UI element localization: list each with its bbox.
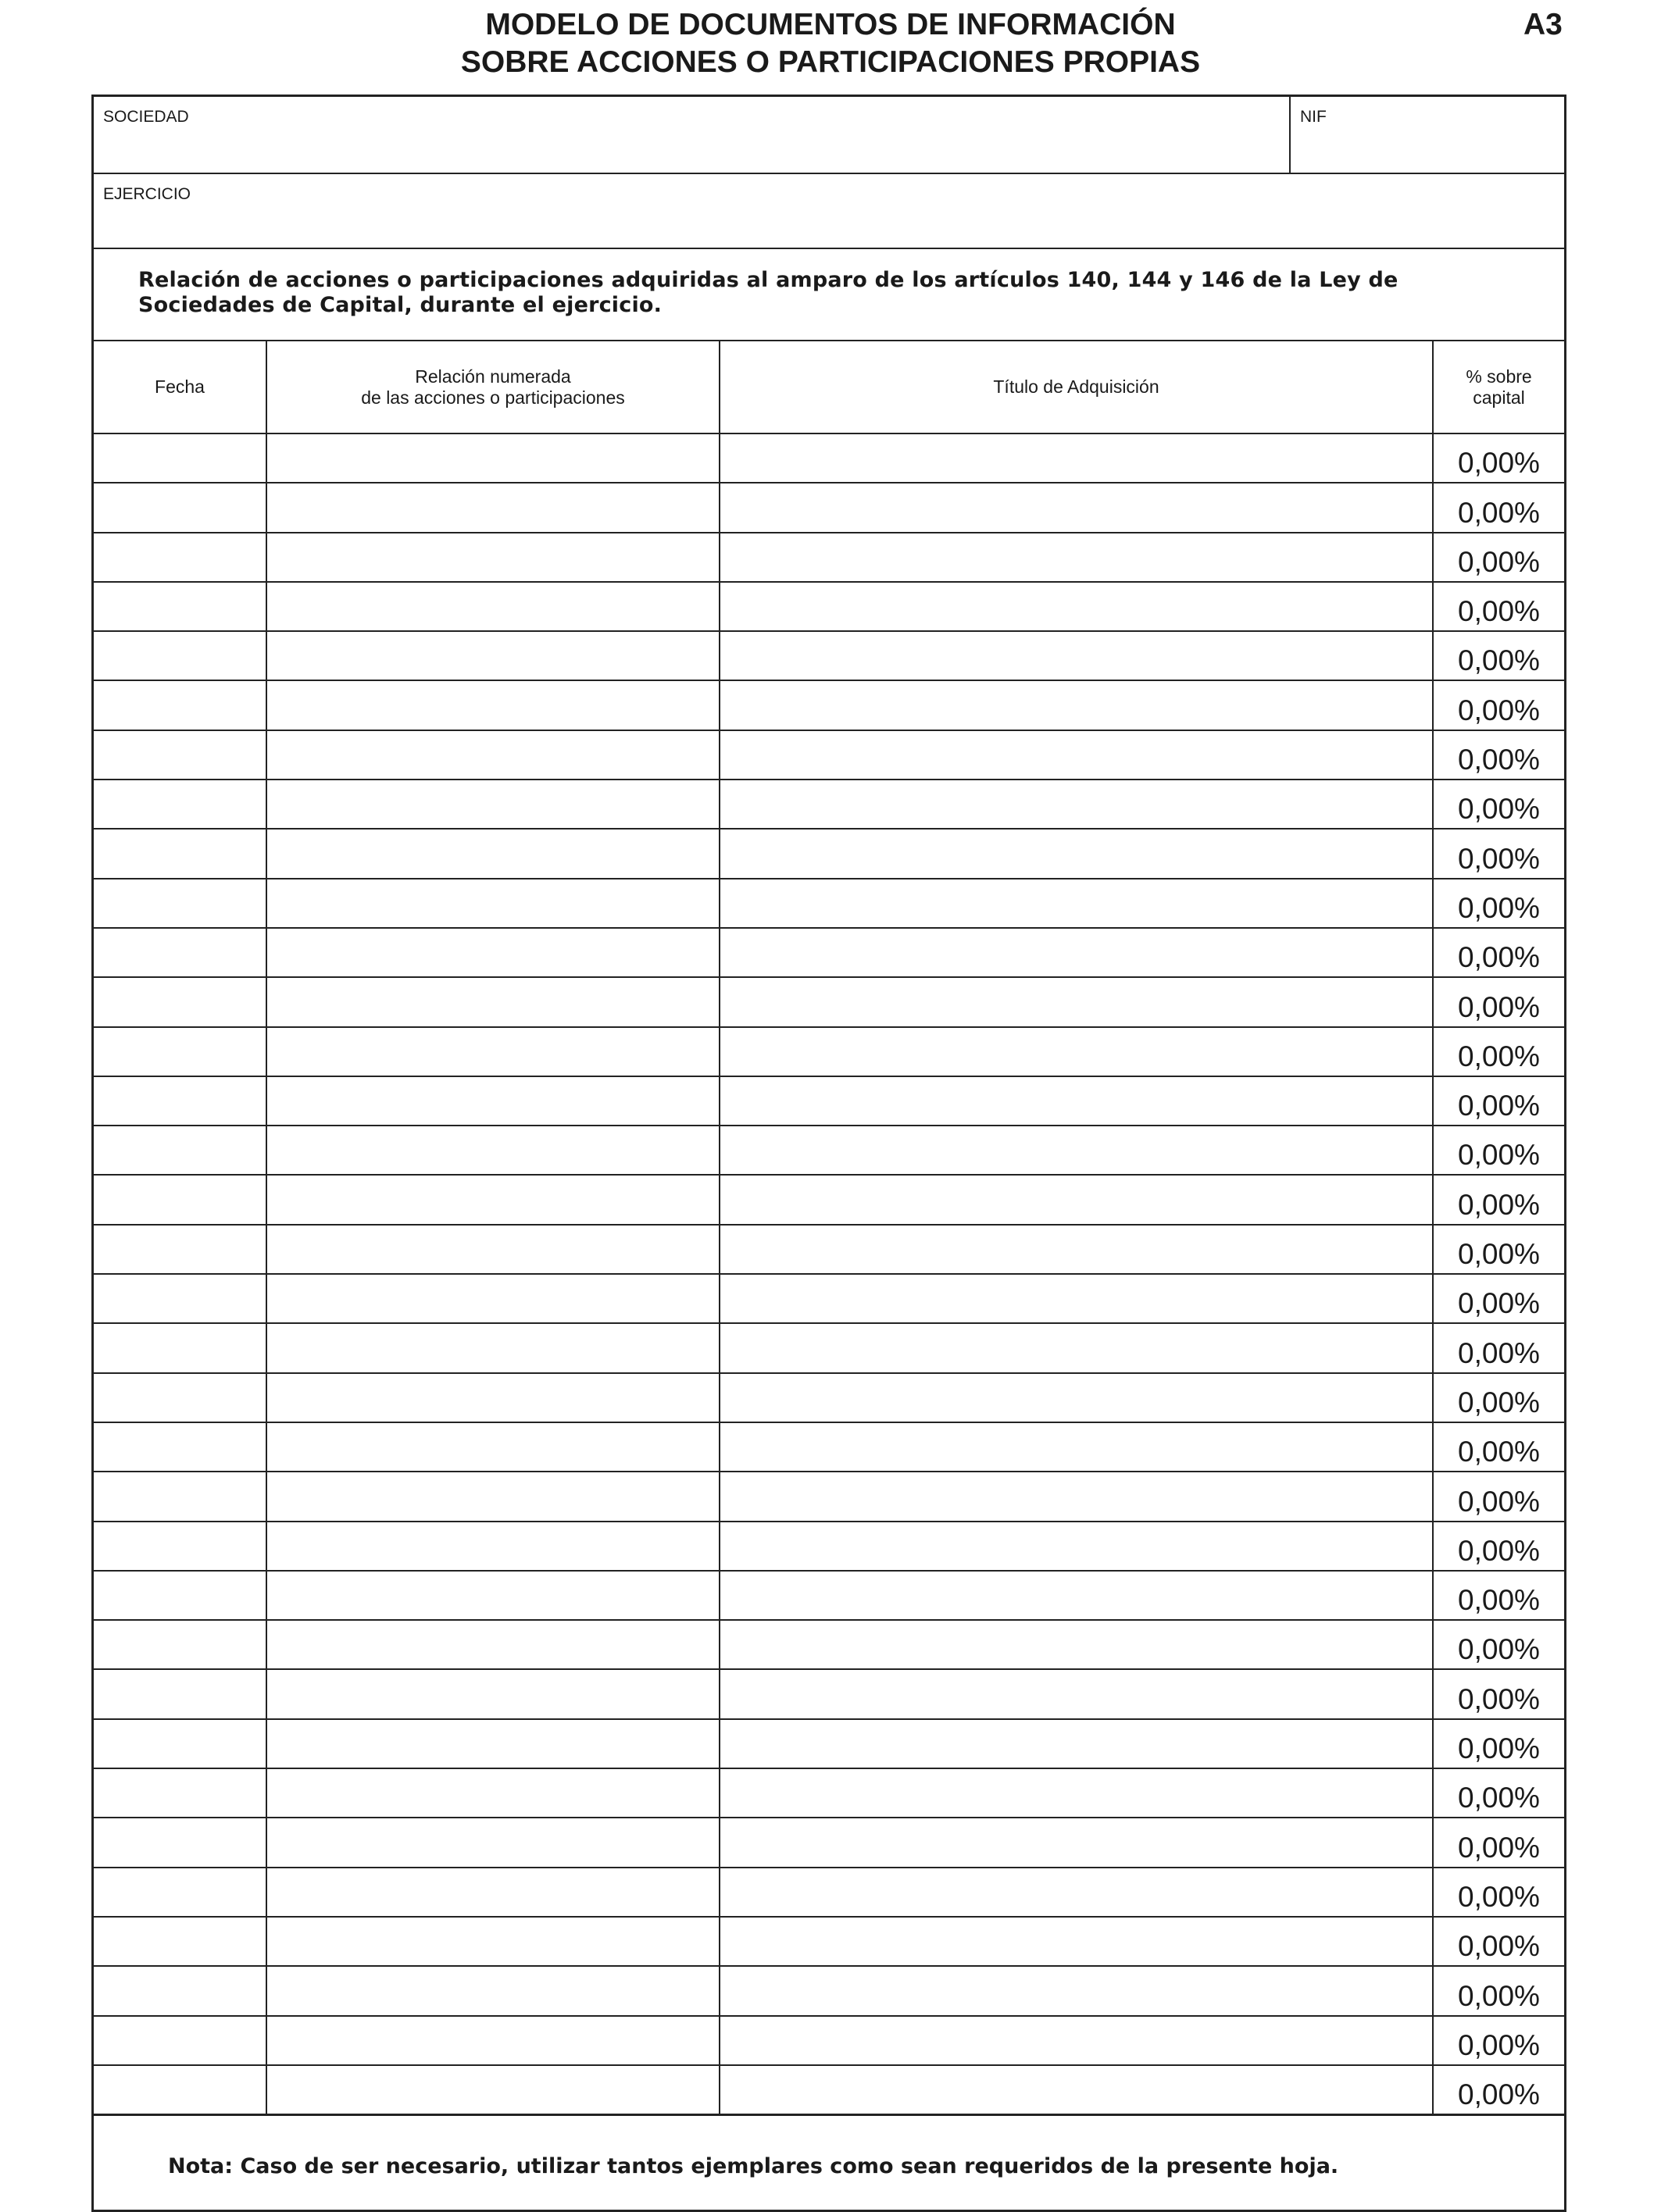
titulo-cell[interactable] [720,1225,1433,1274]
pct-cell[interactable]: 0,00% [1433,1027,1564,1076]
titulo-cell[interactable] [720,977,1433,1026]
relacion-cell[interactable] [266,680,720,730]
table-row [94,780,1564,829]
relacion-cell[interactable] [266,1076,720,1126]
table-row [94,879,1564,928]
table-row [94,1472,1564,1521]
pct-cell[interactable]: 0,00% [1433,1472,1564,1521]
fecha-cell[interactable] [94,433,266,483]
fecha-cell[interactable] [94,879,266,928]
titulo-cell[interactable] [720,730,1433,780]
table-row [94,1719,1564,1768]
titulo-cell[interactable] [720,680,1433,730]
pct-cell[interactable]: 0,00% [1433,1422,1564,1472]
pct-cell[interactable]: 0,00% [1433,1373,1564,1422]
table-row [94,977,1564,1026]
table-row [94,730,1564,780]
titulo-cell[interactable] [720,1076,1433,1126]
pct-cell[interactable]: 0,00% [1433,1669,1564,1718]
table-row [94,1966,1564,2015]
titulo-cell[interactable] [720,1472,1433,1521]
relacion-cell[interactable] [266,1522,720,1571]
table-row [94,1076,1564,1126]
table-row [94,1868,1564,1917]
column-header-titulo: Título de Adquisición [720,341,1433,433]
table-body [94,433,1564,2115]
table-row [94,2016,1564,2065]
sociedad-field[interactable] [94,97,1291,173]
titulo-cell[interactable] [720,631,1433,680]
pct-cell[interactable]: 0,00% [1433,2065,1564,2115]
fecha-cell[interactable] [94,1719,266,1768]
pct-cell[interactable]: 0,00% [1433,1719,1564,1768]
titulo-cell[interactable] [720,2016,1433,2065]
relacion-cell[interactable] [266,1966,720,2015]
fecha-cell[interactable] [94,2065,266,2115]
relacion-cell[interactable] [266,631,720,680]
fecha-cell[interactable] [94,1868,266,1917]
table-row [94,1669,1564,1718]
titulo-cell[interactable] [720,1175,1433,1224]
table-row [94,1522,1564,1571]
titulo-cell[interactable] [720,1571,1433,1620]
table-row [94,1571,1564,1620]
table-row [94,1225,1564,1274]
nif-label: NIF [1300,108,1327,126]
table-row [94,928,1564,977]
titulo-cell[interactable] [720,1422,1433,1472]
company-row [94,97,1564,174]
column-header-pct: % sobre capital [1433,341,1564,433]
fecha-cell[interactable] [94,1373,266,1422]
fecha-cell[interactable] [94,533,266,582]
titulo-cell[interactable] [720,533,1433,582]
pct-cell[interactable]: 0,00% [1433,1522,1564,1571]
titulo-cell[interactable] [720,1126,1433,1175]
pct-cell[interactable]: 0,00% [1433,680,1564,730]
footer-note: Nota: Caso de ser necesario, utilizar tantos ejemplares como sean requeridos de la presente hoja. [168,2154,1339,2179]
table-row [94,1175,1564,1224]
pct-cell[interactable]: 0,00% [1433,1917,1564,1966]
fecha-cell[interactable] [94,1027,266,1076]
fecha-cell[interactable] [94,1323,266,1372]
fecha-cell[interactable] [94,631,266,680]
relacion-cell[interactable] [266,1225,720,1274]
fecha-cell[interactable] [94,483,266,532]
table-row [94,1373,1564,1422]
form-code: A3 [1523,8,1563,41]
relacion-cell[interactable] [266,780,720,829]
relacion-cell[interactable] [266,1571,720,1620]
relacion-cell[interactable] [266,1373,720,1422]
titulo-cell[interactable] [720,1522,1433,1571]
titulo-cell[interactable] [720,780,1433,829]
fecha-cell[interactable] [94,928,266,977]
ejercicio-label: EJERCICIO [103,185,191,203]
fecha-cell[interactable] [94,829,266,878]
pct-cell[interactable]: 0,00% [1433,1571,1564,1620]
pct-cell[interactable]: 0,00% [1433,879,1564,928]
titulo-cell[interactable] [720,928,1433,977]
fecha-cell[interactable] [94,1571,266,1620]
table-row [94,433,1564,483]
titulo-cell[interactable] [720,582,1433,631]
column-header-fecha: Fecha [94,341,266,433]
relacion-cell[interactable] [266,483,720,532]
pct-cell[interactable]: 0,00% [1433,1323,1564,1372]
fecha-cell[interactable] [94,780,266,829]
titulo-cell[interactable] [720,1669,1433,1718]
relacion-cell[interactable] [266,1175,720,1224]
table-row [94,1917,1564,1966]
fecha-cell[interactable] [94,1472,266,1521]
pct-cell[interactable]: 0,00% [1433,1274,1564,1323]
titulo-cell[interactable] [720,433,1433,483]
titulo-cell[interactable] [720,2065,1433,2115]
relacion-cell[interactable] [266,1027,720,1076]
sociedad-label: SOCIEDAD [103,108,189,126]
relacion-cell[interactable] [266,977,720,1026]
fecha-cell[interactable] [94,1225,266,1274]
relacion-cell[interactable] [266,1768,720,1818]
relacion-cell[interactable] [266,533,720,582]
titulo-cell[interactable] [720,1818,1433,1867]
pct-cell[interactable]: 0,00% [1433,1818,1564,1867]
fecha-cell[interactable] [94,977,266,1026]
relacion-cell[interactable] [266,1323,720,1372]
relacion-cell[interactable] [266,2016,720,2065]
relacion-cell[interactable] [266,1917,720,1966]
pct-cell[interactable]: 0,00% [1433,928,1564,977]
fecha-cell[interactable] [94,1966,266,2015]
relacion-cell[interactable] [266,928,720,977]
fecha-cell[interactable] [94,2016,266,2065]
pct-cell[interactable]: 0,00% [1433,829,1564,878]
pct-cell[interactable]: 0,00% [1433,730,1564,780]
relacion-cell[interactable] [266,1669,720,1718]
table-row [94,483,1564,532]
titulo-cell[interactable] [720,1620,1433,1669]
shares-table [94,341,1564,2116]
table-row [94,2065,1564,2115]
titulo-cell[interactable] [720,1373,1433,1422]
title-line-1: MODELO DE DOCUMENTOS DE INFORMACIÓN [485,8,1176,41]
pct-cell[interactable]: 0,00% [1433,483,1564,532]
titulo-cell[interactable] [720,1719,1433,1768]
table-row [94,1274,1564,1323]
relacion-cell[interactable] [266,433,720,483]
relacion-cell[interactable] [266,1818,720,1867]
titulo-cell[interactable] [720,483,1433,532]
pct-cell[interactable]: 0,00% [1433,582,1564,631]
relacion-cell[interactable] [266,1719,720,1768]
fecha-cell[interactable] [94,1274,266,1323]
pct-cell[interactable]: 0,00% [1433,1768,1564,1818]
pct-cell[interactable]: 0,00% [1433,1076,1564,1126]
relacion-cell[interactable] [266,879,720,928]
fecha-cell[interactable] [94,680,266,730]
ejercicio-field[interactable] [94,174,1564,249]
pct-cell[interactable]: 0,00% [1433,2016,1564,2065]
pct-cell[interactable]: 0,00% [1433,780,1564,829]
fecha-cell[interactable] [94,1522,266,1571]
titulo-cell[interactable] [720,1868,1433,1917]
table-row [94,1027,1564,1076]
fecha-cell[interactable] [94,1620,266,1669]
titulo-cell[interactable] [720,1274,1433,1323]
table-row [94,1620,1564,1669]
table-row [94,631,1564,680]
form-container [91,95,1566,2212]
table-row [94,1126,1564,1175]
pct-cell[interactable]: 0,00% [1433,1126,1564,1175]
title-line-2: SOBRE ACCIONES O PARTICIPACIONES PROPIAS [460,45,1201,79]
pct-cell[interactable]: 0,00% [1433,1868,1564,1917]
fecha-cell[interactable] [94,1669,266,1718]
table-row [94,1422,1564,1472]
relacion-cell[interactable] [266,730,720,780]
relacion-cell[interactable] [266,1620,720,1669]
titulo-cell[interactable] [720,829,1433,878]
titulo-cell[interactable] [720,1917,1433,1966]
table-row [94,582,1564,631]
relacion-cell[interactable] [266,582,720,631]
fecha-cell[interactable] [94,1768,266,1818]
pct-cell[interactable]: 0,00% [1433,1966,1564,2015]
fecha-cell[interactable] [94,1422,266,1472]
table-row [94,1768,1564,1818]
table-row [94,680,1564,730]
nif-field[interactable] [1291,97,1564,173]
fecha-cell[interactable] [94,1175,266,1224]
pct-cell[interactable]: 0,00% [1433,631,1564,680]
pct-cell[interactable]: 0,00% [1433,977,1564,1026]
titulo-cell[interactable] [720,1768,1433,1818]
pct-cell[interactable]: 0,00% [1433,1225,1564,1274]
table-row [94,1323,1564,1372]
table-row [94,533,1564,582]
relacion-cell[interactable] [266,1472,720,1521]
titulo-cell[interactable] [720,1027,1433,1076]
pct-cell[interactable]: 0,00% [1433,533,1564,582]
relacion-cell[interactable] [266,2065,720,2115]
titulo-cell[interactable] [720,1966,1433,2015]
table-row [94,829,1564,878]
pct-cell[interactable]: 0,00% [1433,1620,1564,1669]
titulo-cell[interactable] [720,879,1433,928]
relacion-cell[interactable] [266,1868,720,1917]
relacion-cell[interactable] [266,1422,720,1472]
fecha-cell[interactable] [94,1818,266,1867]
fecha-cell[interactable] [94,730,266,780]
table-header-row [94,341,1564,433]
pct-cell[interactable]: 0,00% [1433,433,1564,483]
column-header-relacion: Relación numerada de las acciones o participaciones [266,341,720,433]
fecha-cell[interactable] [94,1076,266,1126]
page-title [0,6,1661,81]
fecha-cell[interactable] [94,582,266,631]
section-title: Relación de acciones o participaciones adquiridas al amparo de los artículos 140, 144 y 146 de la Ley de Sociedades de Capital, durante el ejercicio. [94,249,1564,341]
fecha-cell[interactable] [94,1917,266,1966]
pct-cell[interactable]: 0,00% [1433,1175,1564,1224]
relacion-cell[interactable] [266,1126,720,1175]
titulo-cell[interactable] [720,1323,1433,1372]
fecha-cell[interactable] [94,1126,266,1175]
relacion-cell[interactable] [266,1274,720,1323]
relacion-cell[interactable] [266,829,720,878]
table-row [94,1818,1564,1867]
